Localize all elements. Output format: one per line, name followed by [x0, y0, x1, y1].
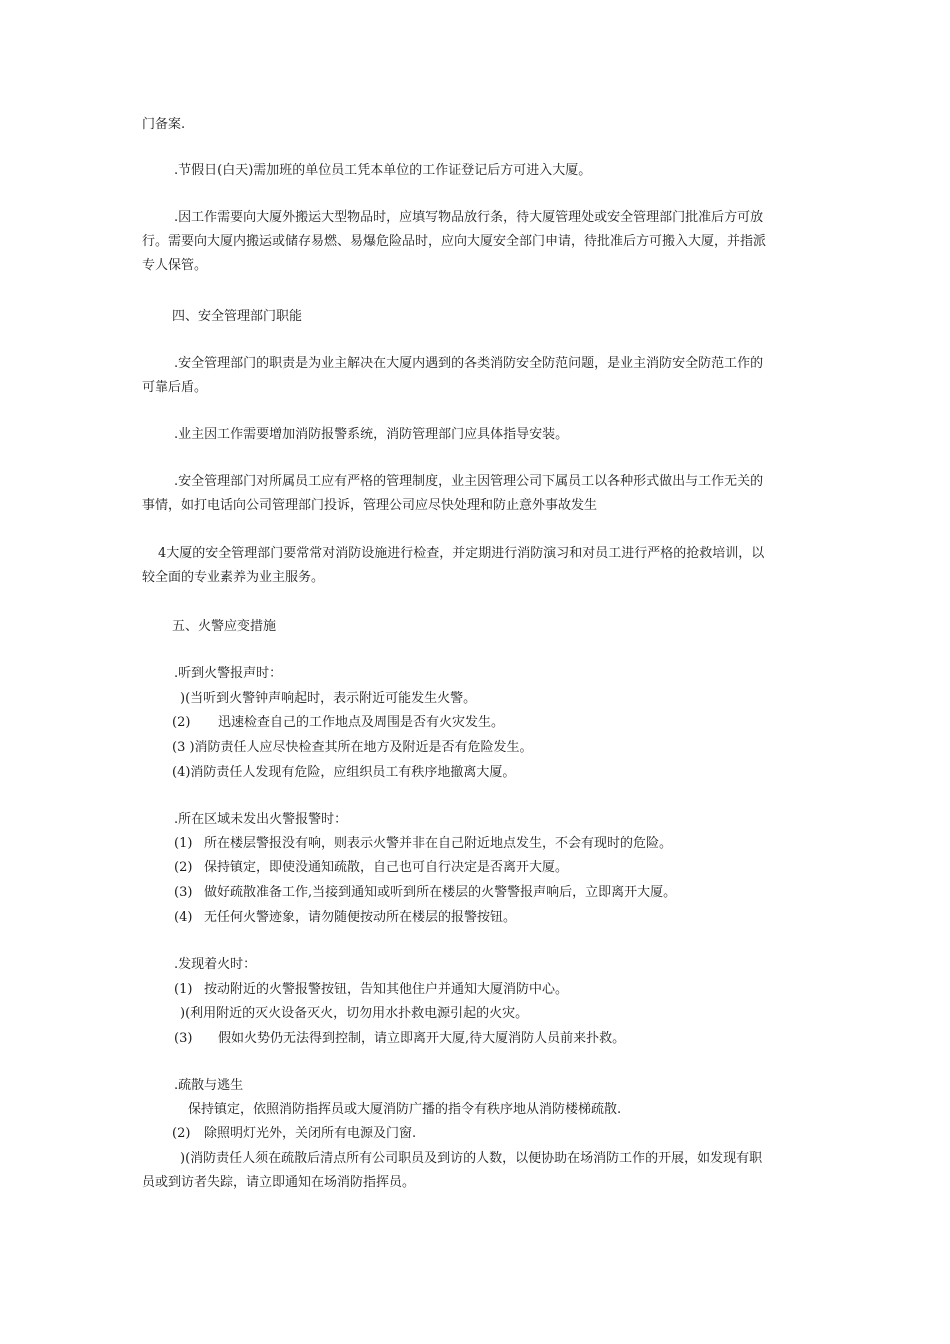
- paragraph: [142, 542, 814, 590]
- list-item: 假如火势仍无法得到控制，请立即离开大厦,待大厦消防人员前来扑救。: [218, 1031, 626, 1046]
- list-item-number: (2): [174, 860, 193, 875]
- subsection-title: .所在区域未发出火警报警时：: [174, 812, 348, 827]
- list-item-number: (3): [174, 1031, 193, 1046]
- list-item: 保持镇定，即使没通知疏散，自己也可自行决定是否离开大厦。: [204, 860, 569, 875]
- list-item: 按动附近的火警报警按钮，告知其他住户并通知大厦消防中心。: [204, 982, 569, 997]
- list-item: 迅速检查自己的工作地点及周围是否有火灾发生。: [218, 715, 505, 730]
- paragraph: [142, 1147, 814, 1195]
- paragraph-line: 行。需要向大厦内搬运或储存易燃、易爆危险品时，应向大厦安全部门申请，待批准后方可搬入大厦，并指派: [142, 234, 767, 249]
- text-line: .节假日(白天)需加班的单位员工凭本单位的工作证登记后方可进入大厦。: [174, 163, 592, 178]
- paragraph-line: 事情，如打电话向公司管理部门投诉，管理公司应尽快处理和防止意外事故发生: [142, 498, 598, 513]
- section-heading: 四、安全管理部门职能: [172, 309, 303, 324]
- list-item-number: (1): [174, 836, 193, 851]
- paragraph-line: 员或到访者失踪，请立即通知在场消防指挥员。: [142, 1175, 416, 1190]
- paragraph-line: )(消防责任人须在疏散后清点所有公司职员及到访的人数，以便协助在场消防工作的开展，如发现有职: [180, 1151, 763, 1166]
- subsection-title: .发现着火时：: [174, 957, 257, 972]
- list-item: 保持镇定，依照消防指挥员或大厦消防广播的指令有秩序地从消防楼梯疏散.: [188, 1102, 622, 1117]
- paragraph-line: .安全管理部门的职责是为业主解决在大厦内遇到的各类消防安全防范问题，是业主消防安全防范工作的: [174, 356, 764, 371]
- list-item: 做好疏散准备工作,当接到通知或听到所在楼层的火警警报声响后，立即离开大厦。: [204, 885, 677, 900]
- list-item: 所在楼层警报没有响，则表示火警并非在自己附近地点发生，不会有现时的危险。: [204, 836, 673, 851]
- list-item: )(当听到火警钟声响起时，表示附近可能发生火警。: [180, 691, 477, 706]
- paragraph: [142, 206, 814, 278]
- subsection-title: .听到火警报声时：: [174, 666, 283, 681]
- section-heading: 五、火警应变措施: [172, 619, 277, 634]
- list-item: (4)消防责任人发现有危险，应组织员工有秩序地撤离大厦。: [172, 765, 516, 780]
- paragraph-line: 较全面的专业素养为业主服务。: [142, 570, 325, 585]
- list-item: (3 )消防责任人应尽快检查其所在地方及附近是否有危险发生。: [172, 740, 533, 755]
- list-item-number: (4): [174, 910, 193, 925]
- list-item-number: (2): [172, 1126, 191, 1141]
- list-item: 除照明灯光外，关闭所有电源及门窗.: [204, 1126, 417, 1141]
- paragraph: [142, 470, 814, 518]
- subsection-title: .疏散与逃生: [174, 1078, 244, 1093]
- list-item: 无任何火警迹象，请勿随便按动所在楼层的报警按钮。: [204, 910, 517, 925]
- paragraph-line: .因工作需要向大厦外搬运大型物品时，应填写物品放行条，待大厦管理处或安全管理部门批准后方可放: [174, 210, 764, 225]
- paragraph-line: 专人保管。: [142, 258, 208, 273]
- paragraph: [142, 352, 814, 400]
- list-item-number: (3): [174, 885, 193, 900]
- text-line: 门备案.: [142, 117, 186, 132]
- text-line: .业主因工作需要增加消防报警系统，消防管理部门应具体指导安装。: [174, 427, 569, 442]
- list-item-number: (2): [172, 715, 191, 730]
- list-item-number: (1): [174, 982, 193, 997]
- list-item: )(利用附近的灭火设备灭火，切勿用水扑救电源引起的火灾。: [180, 1006, 529, 1021]
- paragraph-line: 4大厦的安全管理部门要常常对消防设施进行检查，并定期进行消防演习和对员工进行严格的抢救培训，以: [158, 546, 765, 561]
- paragraph-line: .安全管理部门对所属员工应有严格的管理制度，业主因管理公司下属员工以各种形式做出与工作无关的: [174, 474, 764, 489]
- paragraph-line: 可靠后盾。: [142, 380, 208, 395]
